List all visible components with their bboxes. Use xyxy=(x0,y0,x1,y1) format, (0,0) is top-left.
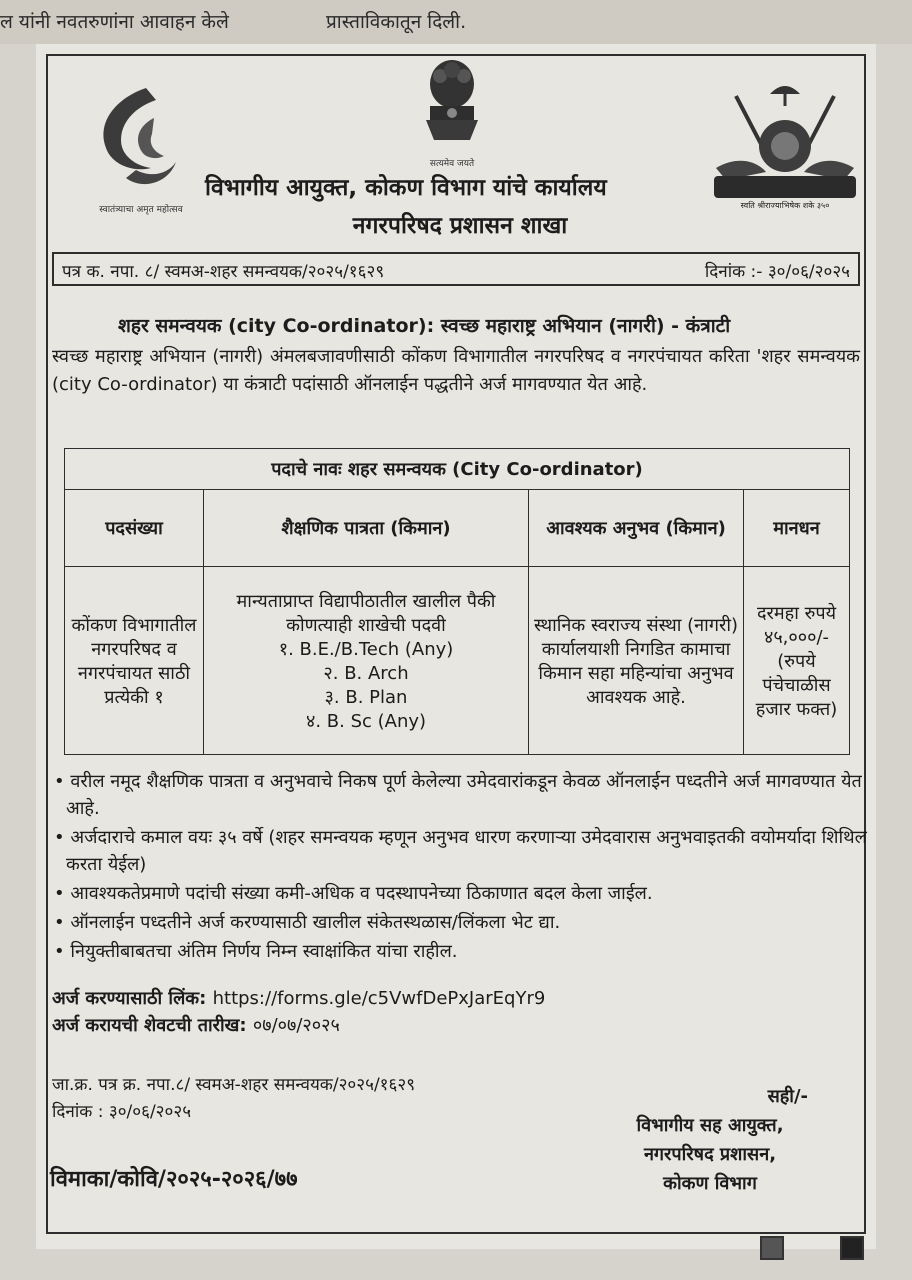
condition-text: अर्जदाराचे कमाल वयः ३५ वर्षे (शहर समन्वयक म्हणून अनुभव धारण करणाऱ्या उमेदवारास अनुभवाइतकी वयोमर्यादा शिथिल करता येईल) xyxy=(66,827,867,875)
emblem-motto: सत्यमेव जयते xyxy=(429,159,475,169)
vacancies-cell: कोंकण विभागातील नगरपरिषद व नगरपंचायत साठी प्रत्येकी १ xyxy=(65,567,204,755)
table-title-row xyxy=(65,449,850,490)
table-header-row xyxy=(65,490,850,567)
reference-number: पत्र क. नपा. ८/ स्वमअ-शहर समन्वयक/२०२५/१६२९ xyxy=(62,262,385,282)
application-link-line xyxy=(52,985,545,1012)
signed-mark: सही/- xyxy=(767,1086,808,1107)
application-link-label: अर्ज करण्यासाठी लिंक: xyxy=(52,988,207,1009)
reference-date: दिनांक :- ३०/०६/२०२५ xyxy=(704,262,850,282)
posts-table xyxy=(64,448,850,755)
previous-article-text-left: ल यांनी नवतरुणांना आवाहन केले xyxy=(0,11,229,33)
qualification-item: १. B.E./B.Tech (Any) xyxy=(278,638,454,660)
signature-block xyxy=(560,1082,860,1198)
amrit-mahotsav-logo xyxy=(76,78,206,223)
notice-subject: शहर समन्वयक (city Co-ordinator): स्वच्छ महाराष्ट्र अभियान (नागरी) - कंत्राटी xyxy=(118,315,731,337)
condition-item: • नियुक्तीबाबतचा अंतिम निर्णय निम्न स्वाक्षांकित यांचा राहील. xyxy=(54,941,458,962)
advertisement-code: विमाका/कोवि/२०२५-२०२६/७७ xyxy=(50,1167,298,1192)
condition-text: वरील नमूद शैक्षणिक पात्रता व अनुभवाचे निकष पूर्ण केलेल्या उमेदवारांकडून केवळ ऑनलाईन पध्दतीने अर्ज मागवण्यात येत आहे. xyxy=(66,771,862,819)
previous-article-text-right: प्रास्ताविकातून दिली. xyxy=(326,11,467,33)
amrit-mahotsav-icon xyxy=(76,78,206,198)
table-row xyxy=(65,567,850,755)
print-mark xyxy=(760,1236,784,1260)
remuneration-cell: दरमहा रुपये ४५,०००/- (रुपये पंचेचाळीस हजार फक्त) xyxy=(744,567,850,755)
condition-item: • ऑनलाईन पध्दतीने अर्ज करण्यासाठी खालील संकेतस्थळास/लिंकला भेट द्या. xyxy=(54,912,561,933)
header-vacancies: पदसंख्या xyxy=(65,490,204,567)
deadline-line xyxy=(52,1012,545,1039)
amrit-mahotsav-caption: स्वातंत्र्याचा अमृत महोत्सव xyxy=(99,205,183,215)
signatory-designation: विभागीय सह आयुक्त, xyxy=(636,1115,784,1136)
previous-article-strip xyxy=(0,0,912,44)
reference-bar xyxy=(52,252,860,286)
condition-item: • अर्जदाराचे कमाल वयः ३५ वर्षे (शहर समन्वयक म्हणून अनुभव धारण करणाऱ्या उमेदवारास अनुभवाइतकी वयोमर्यादा शिथिल करता येईल) xyxy=(54,827,867,875)
qualification-item: ३. B. Plan xyxy=(324,686,408,708)
application-link[interactable]: https://forms.gle/c5VwfDePxJarEqYr9 xyxy=(212,988,546,1009)
application-details xyxy=(52,985,545,1039)
deadline-label: अर्ज करायची शेवटची तारीख: xyxy=(52,1015,247,1036)
footer-reference-number: जा.क्र. पत्र क्र. नपा.८/ स्वमअ-शहर समन्वयक/२०२५/१६२९ xyxy=(52,1075,416,1095)
post-name: पदाचे नावः शहर समन्वयक (City Co-ordinator) xyxy=(65,449,850,490)
condition-text: नियुक्तीबाबतचा अंतिम निर्णय निम्न स्वाक्षांकित यांचा राहील. xyxy=(70,941,458,962)
royal-seal-icon xyxy=(706,76,864,204)
office-subtitle: नगरपरिषद प्रशासन शाखा xyxy=(352,213,568,239)
condition-text: आवश्यकतेप्रमाणे पदांची संख्या कमी-अधिक व पदस्थापनेच्या ठिकाणात बदल केला जाईल. xyxy=(70,883,653,904)
footer-reference xyxy=(52,1072,415,1126)
qualification-intro: मान्यताप्राप्त विद्यापीठातील खालील पैकी कोणत्याही शाखेची पदवी xyxy=(236,590,496,636)
header-qualification: शैक्षणिक पात्रता (किमान) xyxy=(204,490,529,567)
conditions-list xyxy=(52,768,868,967)
shivrajyabhishek-logo xyxy=(706,76,864,221)
qualification-cell xyxy=(204,567,529,755)
header-remuneration: मानधन xyxy=(744,490,850,567)
shivrajyabhishek-caption: स्वति श्रीराज्याभिषेक शके ३५० xyxy=(740,201,830,210)
qualification-item: ४. B. Sc (Any) xyxy=(305,710,427,732)
deadline-date: ०७/०७/२०२५ xyxy=(252,1015,340,1036)
lion-capital-icon xyxy=(412,54,492,154)
condition-item: • वरील नमूद शैक्षणिक पात्रता व अनुभवाचे निकष पूर्ण केलेल्या उमेदवारांकडून केवळ ऑनलाईन पध्दतीने अर्ज मागवण्यात येत आहे. xyxy=(54,771,862,819)
footer-reference-date: दिनांक : ३०/०६/२०२५ xyxy=(52,1102,192,1122)
national-emblem xyxy=(412,54,492,169)
office-title: विभागीय आयुक्त, कोकण विभाग यांचे कार्यालय xyxy=(205,175,607,201)
condition-item: • आवश्यकतेप्रमाणे पदांची संख्या कमी-अधिक व पदस्थापनेच्या ठिकाणात बदल केला जाईल. xyxy=(54,883,653,904)
signatory-division: कोकण विभाग xyxy=(663,1173,757,1194)
notice-intro: स्वच्छ महाराष्ट्र अभियान (नागरी) अंमलबजावणीसाठी कोंकण विभागातील नगरपरिषद व नगरपंचायत करिता 'शहर समन्वयक (city Co-ordinator) या कंत्राटी पदांसाठी ऑनलाईन पद्धतीने अर्ज मागवण्यात येत आहे. xyxy=(52,346,860,395)
header-experience: आवश्यक अनुभव (किमान) xyxy=(529,490,744,567)
print-mark xyxy=(840,1236,864,1260)
experience-cell: स्थानिक स्वराज्य संस्था (नागरी) कार्यालयाशी निगडित कामाचा किमान सहा महिन्यांचा अनुभव आवश्यक आहे. xyxy=(529,567,744,755)
qualification-item: २. B. Arch xyxy=(323,662,409,684)
condition-text: ऑनलाईन पध्दतीने अर्ज करण्यासाठी खालील संकेतस्थळास/लिंकला भेट द्या. xyxy=(70,912,561,933)
signatory-office: नगरपरिषद प्रशासन, xyxy=(643,1144,777,1165)
